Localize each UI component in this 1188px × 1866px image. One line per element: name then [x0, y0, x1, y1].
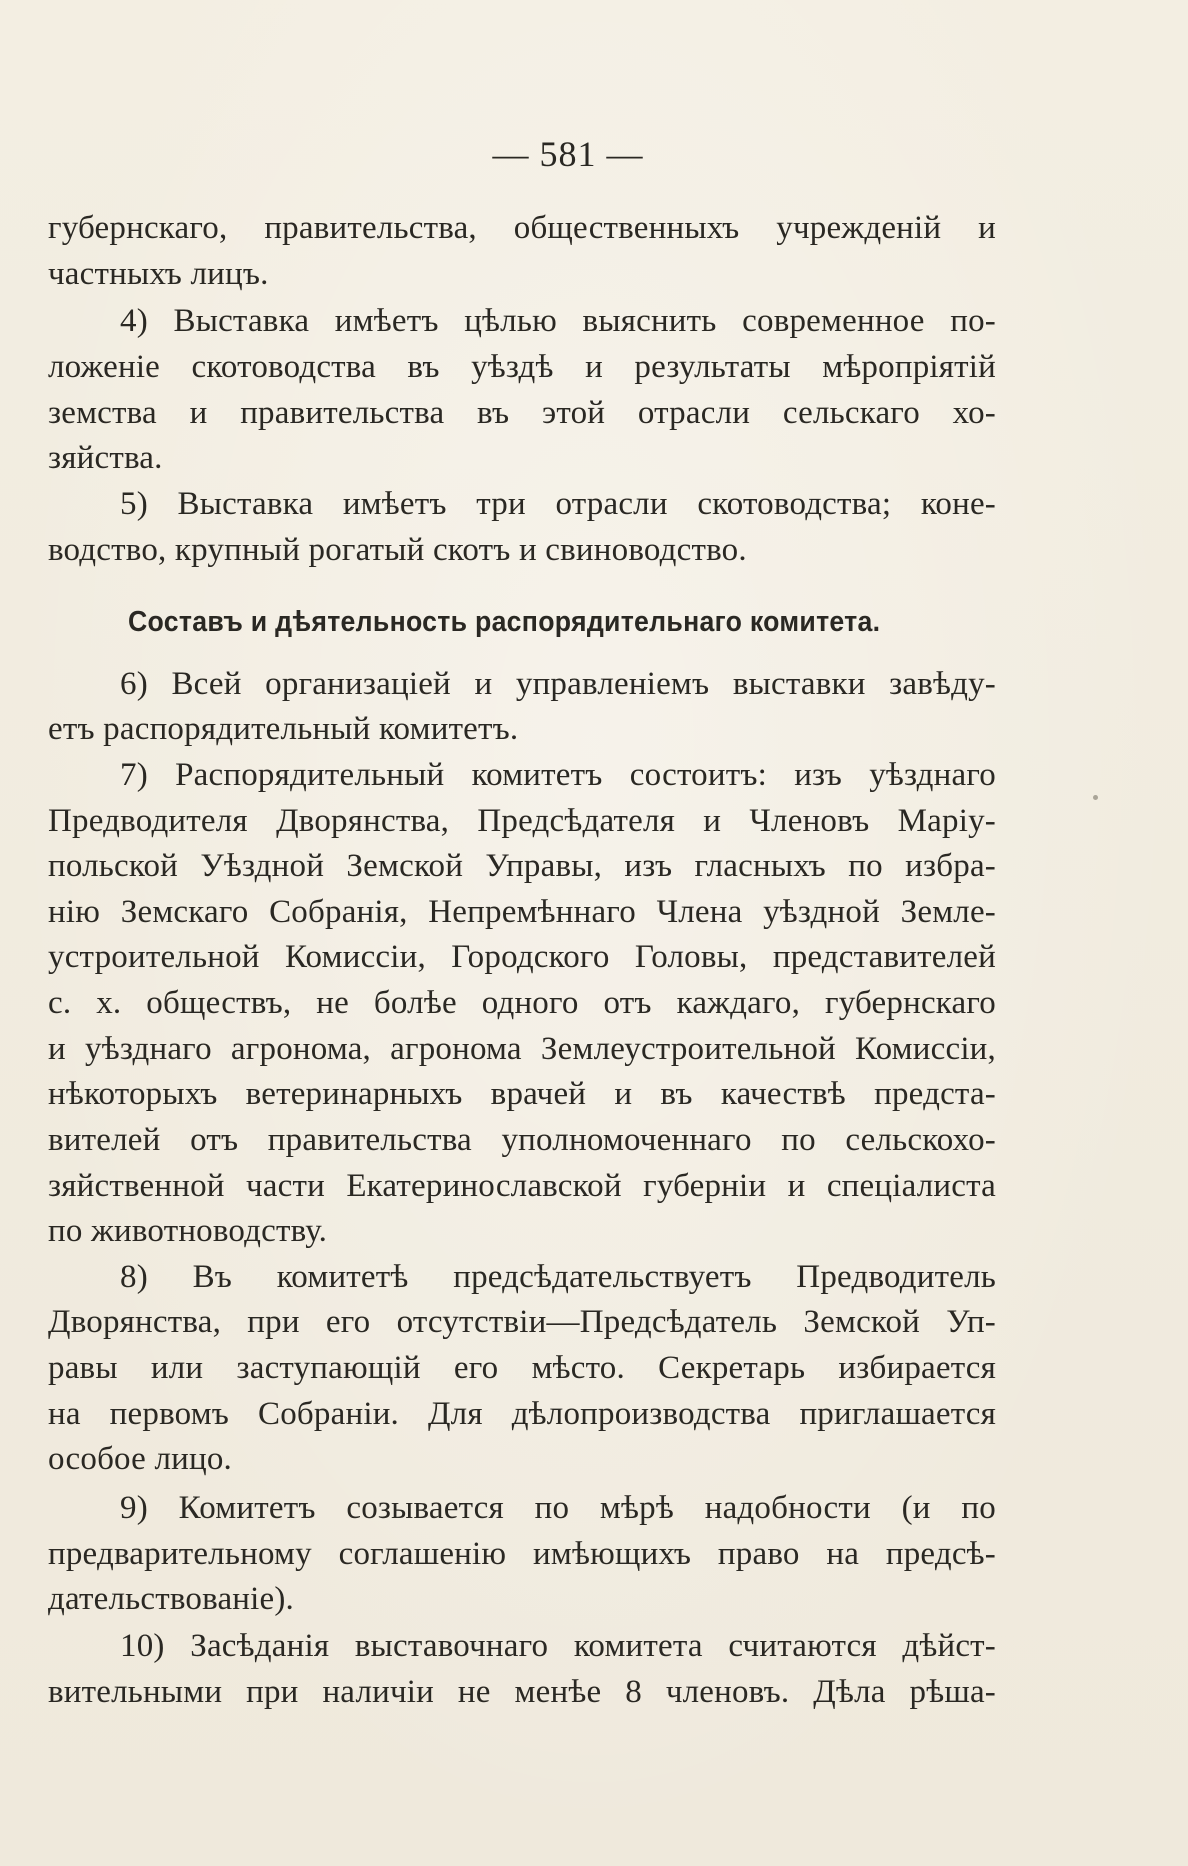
text-line: дательствованіе).: [48, 1581, 295, 1617]
text-line: нію Земскаго Собранія, Непремѣннаго Члена уѣздной Земле-: [48, 894, 996, 930]
paper-speck: [1093, 795, 1098, 800]
text-line: частныхъ лицъ.: [48, 256, 269, 292]
text-line: зяйственной части Екатеринославской губерніи и спеціалиста: [48, 1168, 996, 1204]
text-line: вительными при наличіи не менѣе 8 членовъ. Дѣла рѣша-: [48, 1674, 996, 1710]
text-line: Предводителя Дворянства, Предсѣдателя и Членовъ Маріу-: [48, 803, 996, 839]
text-line: равы или заступающій его мѣсто. Секретарь избирается: [48, 1350, 996, 1386]
text-line: етъ распорядительный комитетъ.: [48, 711, 519, 747]
text-line: водство, крупный рогатый скотъ и свиноводство.: [48, 532, 747, 568]
text-line: земства и правительства въ этой отрасли сельскаго хо-: [48, 395, 996, 431]
text-line: 10) Засѣданія выставочнаго комитета считаются дѣйст-: [120, 1628, 996, 1664]
text-line: устроительной Комиссіи, Городского Головы, представителей: [48, 939, 996, 975]
text-line: и уѣзднаго агронома, агронома Землеустроительной Комиссіи,: [48, 1031, 996, 1067]
page-number: — 581 —: [492, 134, 644, 174]
text-line: 4) Выставка имѣетъ цѣлью выяснить современное по-: [120, 303, 996, 339]
text-line: 9) Комитетъ созывается по мѣрѣ надобности (и по: [120, 1490, 996, 1526]
text-line: предварительному соглашенію имѣющихъ право на предсѣ-: [48, 1536, 996, 1572]
text-line: нѣкоторыхъ ветеринарныхъ врачей и въ качествѣ предста-: [48, 1076, 996, 1112]
text-line: 8) Въ комитетѣ предсѣдательствуетъ Предводитель: [120, 1259, 996, 1295]
text-line: зяйства.: [48, 440, 163, 476]
text-line: по животноводству.: [48, 1213, 328, 1249]
text-line: 7) Распорядительный комитетъ состоитъ: изъ уѣзднаго: [120, 757, 996, 793]
text-line: вителей отъ правительства уполномоченнаго по сельскохо-: [48, 1122, 996, 1158]
text-line: особое лицо.: [48, 1441, 232, 1477]
text-line: с. х. обществъ, не болѣе одного отъ каждаго, губернскаго: [48, 985, 996, 1021]
text-line: на первомъ Собраніи. Для дѣлопроизводства приглашается: [48, 1396, 996, 1432]
text-line: Дворянства, при его отсутствіи—Предсѣдатель Земской Уп-: [48, 1304, 996, 1340]
text-line: 6) Всей организаціей и управленіемъ выставки завѣду-: [120, 666, 996, 702]
text-line: 5) Выставка имѣетъ три отрасли скотоводства; коне-: [120, 486, 996, 522]
section-heading: Составъ и дѣятельность распорядительнаго комитета.: [128, 606, 881, 638]
text-line: ложеніе скотоводства въ уѣздѣ и результаты мѣропріятій: [48, 349, 996, 385]
text-line: губернскаго, правительства, общественныхъ учрежденій и: [48, 210, 996, 246]
text-line: польской Уѣздной Земской Управы, изъ гласныхъ по избра-: [48, 848, 996, 884]
